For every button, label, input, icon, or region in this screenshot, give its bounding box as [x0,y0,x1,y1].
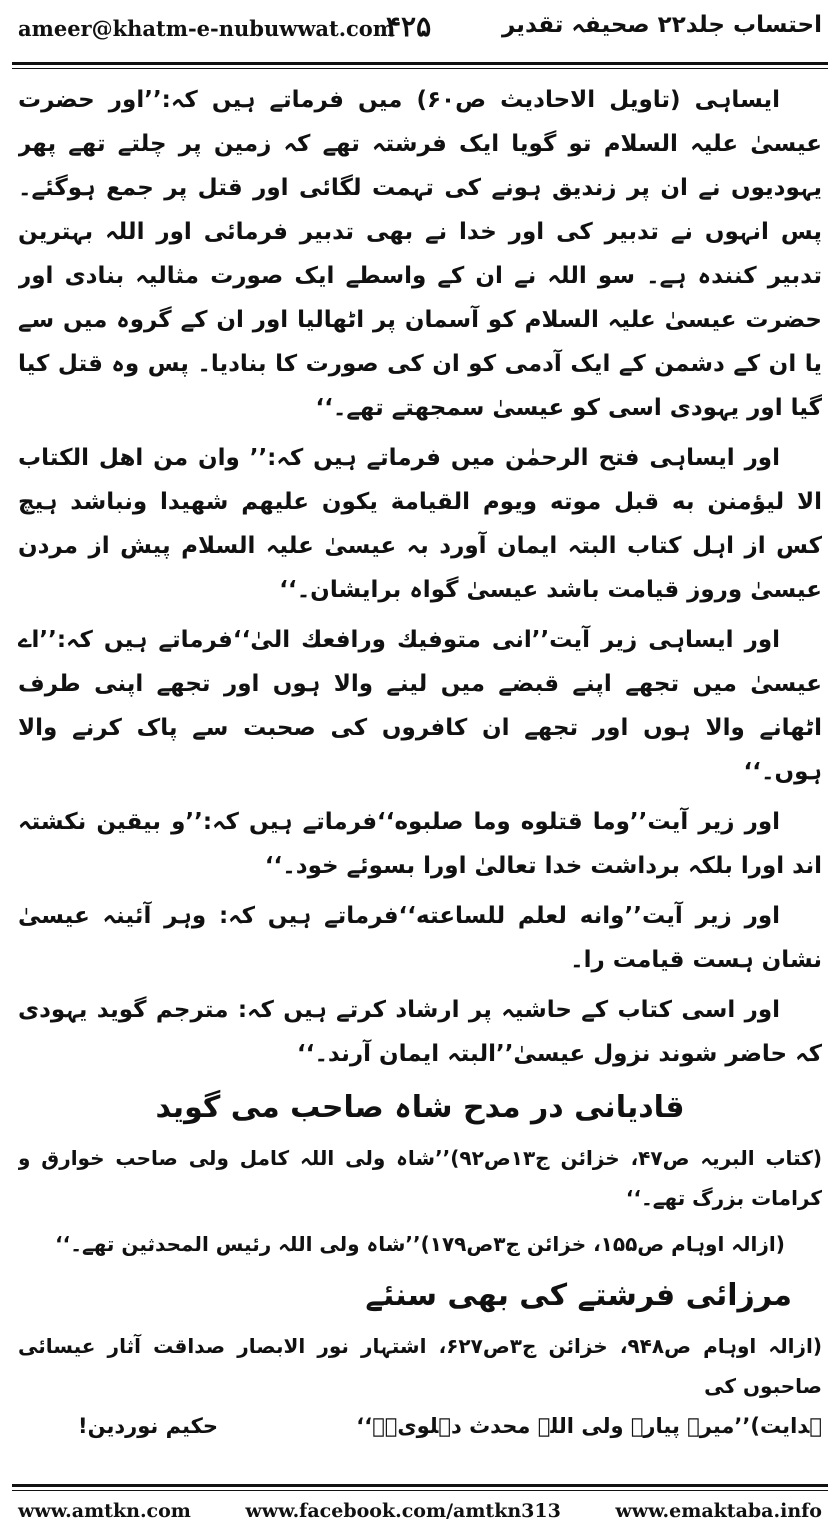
paragraph-mutawaffeeka: اور ایساہی زیر آیت’’انی متوفیك ورافعك الیٰ‘‘فرماتے ہیں کہ:’’اے عیسیٰ میں تجھے اپنے قبضے میں لینے والا ہوں اور تجھے اپنی طرف اٹھانے والا ہوں اور تجھے ان کافروں کی صحبت سے پاک کرنے والا ہوں۔‘‘ [18,627,822,785]
paragraph-ilmul-saah: اور زیر آیت’’وانه لعلم للساعته‘‘فرماتے ہیں کہ: وہر آئینہ عیسیٰ نشان ہست قیامت را۔ [18,903,822,973]
paragraph-hashiya: اور اسی کتاب کے حاشیہ پر ارشاد کرتے ہیں کہ: مترجم گوید یہودی کہ حاضر شوند نزول عیسیٰ’’البتہ ایمان آرند۔‘‘ [18,997,822,1067]
footer-links [18,1500,822,1522]
reference-noor-ul-absar: (ازالہ اوہام ص۹۴۸، خزائن ج۳ص۶۲۷، اشتہار نور الابصار صداقت آثار عیسائی صاحبوں کی [18,1334,822,1398]
paragraph-taweel: ایساہی (تاویل الاحادیث ص۶۰) میں فرماتے ہیں کہ:’’اور حضرت عیسیٰ علیہ السلام تو گویا ایک فرشتہ تھے کہ زمین پر چلتے تھے پھر یہودیوں نے ان پر زندیق ہونے کی تہمت لگائی اور قتل پر جمع ہوگئے۔ پس انہوں نے تدبیر کی اور خدا نے بھی تدبیر فرمائی اور اللہ بہترین تدبیر کنندہ ہے۔ سو اللہ نے ان کے واسطے ایک صورت مثالیہ بنادی اور حضرت عیسیٰ علیہ السلام کو آسمان پر اٹھالیا اور ان کے گروہ میں سے یا ان کے دشمن کے ایک آدمی کو ان کی صورت کا بنادیا۔ پس وہ قتل کیا گیا اور یہودی اسی کو عیسیٰ سمجھتے تھے۔‘‘ [18,87,822,421]
footer-link-amtkn[interactable]: www.amtkn.com [18,1500,191,1522]
paragraph-ma-qataloohu: اور زیر آیت’’وما قتلوه وما صلبوه‘‘فرماتے ہیں کہ:’’و بیقین نکشتہ اند اورا بلکہ برداشت خدا تعالیٰ اورا بسوئے خود۔‘‘ [18,809,822,879]
book-title: احتساب جلد۲۲ صحیفہ تقدیر [502,12,822,38]
section-heading-mirzai-farishta: مرزائی فرشتے کی بھی سنئے [365,1278,792,1313]
signature-row [18,1406,822,1446]
page-number: ۴۲۵ [386,10,432,43]
page-body [18,78,822,1458]
header-divider [12,62,828,65]
reference-kitab-ul-bariyya: (کتاب البریہ ص۴۷، خزائن ج۱۳ص۹۲)’’شاہ ولی اللہ کامل ولی صاحب خوارق و کرامات بزرگ تھے۔‘‘ [18,1146,822,1210]
footer-link-emaktaba[interactable]: www.emaktaba.info [615,1500,822,1522]
footer-divider-thin [12,1490,828,1491]
reference-hidayat: ہدایت)’’میرے پیارے ولی اللہ محدث دہلویؒ۔‘‘ [356,1414,822,1438]
page-header [0,0,840,64]
reference-izala-auham: (ازالہ اوہام ص۱۵۵، خزائن ج۳ص۱۷۹)’’شاہ ولی اللہ رئیس المحدثین تھے۔‘‘ [55,1232,785,1256]
paragraph-fath-ur-rahman: اور ایساہی فتح الرحمٰن میں فرماتے ہیں کہ:’’ وان من اهل الکتاب الا لیؤمنن به قبل موته ویوم القیامة یکون علیهم شهیدا ونباشد ہیچ کس از اہل کتاب البتہ ایمان آورد بہ عیسیٰ علیہ السلام پیش از مردن عیسیٰ وروز قیامت باشد عیسیٰ گواہ برایشان۔‘‘ [18,445,822,603]
header-email[interactable]: ameer@khatm-e-nubuwwat.com [18,16,396,41]
header-divider-thin [12,68,828,69]
footer-divider [12,1484,828,1487]
section-heading-shah-sahib: قادیانی در مدح شاہ صاحب می گوید [155,1090,685,1125]
footer-link-facebook[interactable]: www.facebook.com/amtkn313 [245,1500,561,1522]
page-footer [0,1484,840,1540]
signature-hakeem-noordeen: حکیم نوردین! [78,1414,218,1438]
